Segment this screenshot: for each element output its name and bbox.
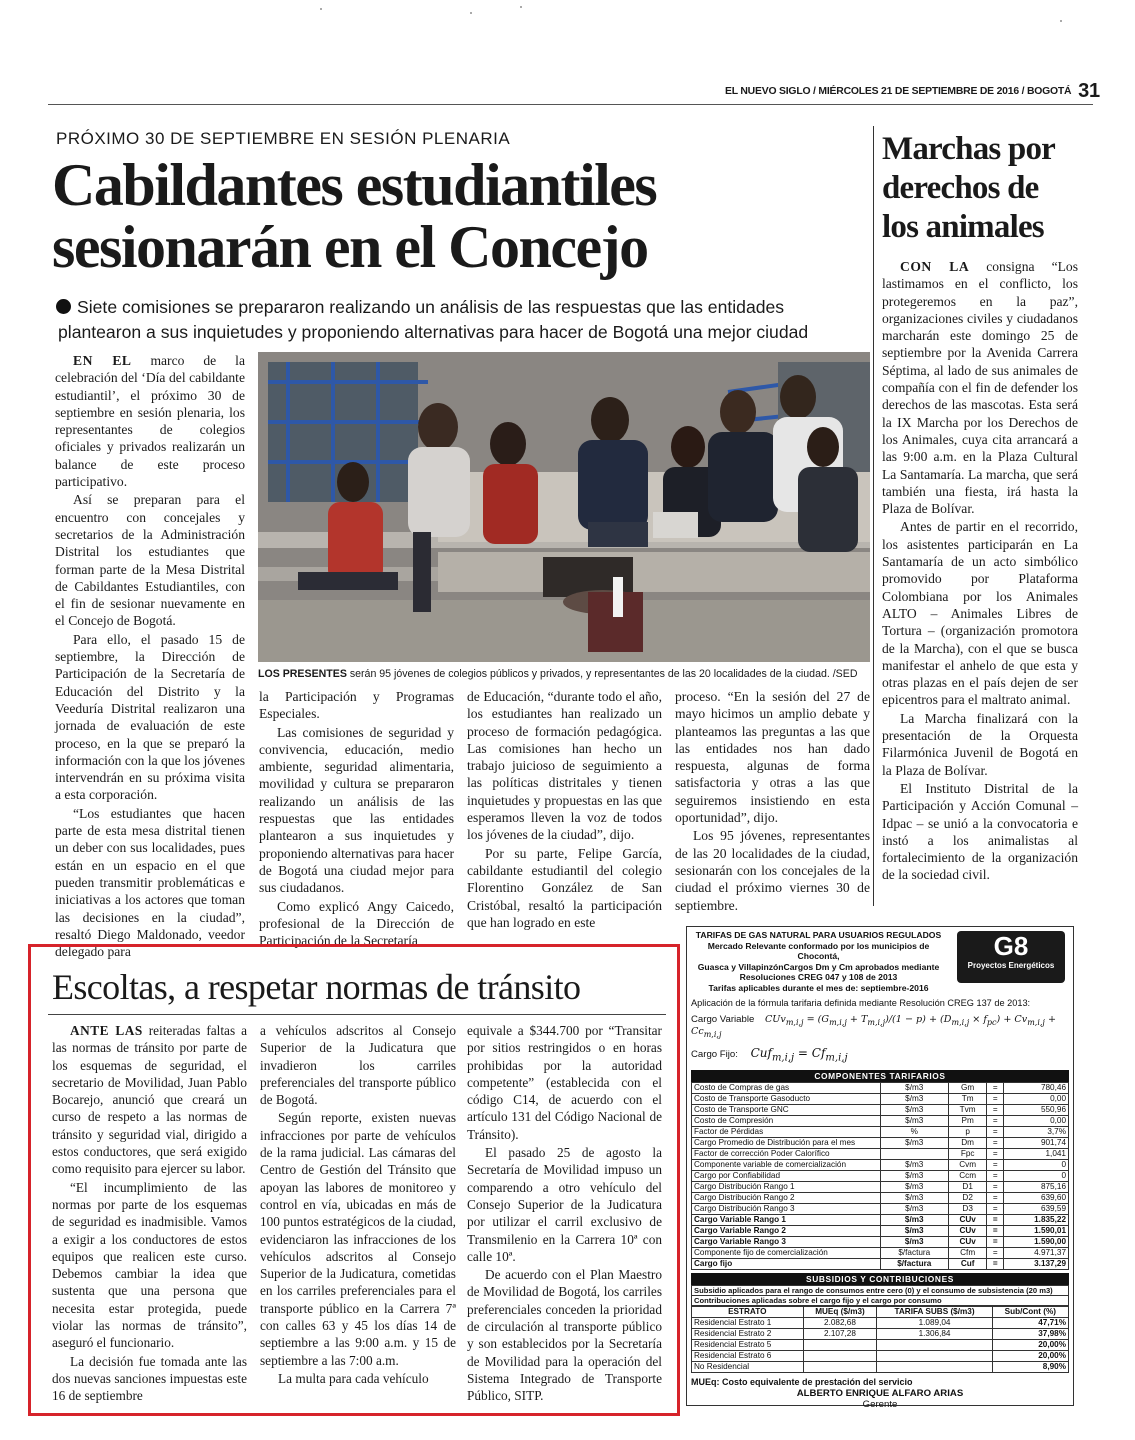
- components-cell-name: Cargo Distribución Rango 3: [692, 1203, 881, 1214]
- components-cell-name: Cargo por Confiabilidad: [692, 1170, 881, 1181]
- components-cell-eq: =: [987, 1126, 1004, 1137]
- components-cell-name: Costo de Transporte Gasoducto: [692, 1093, 881, 1104]
- paragraph: a vehículos adscritos al Consejo Superior de la Judicatura que invadieron los carriles preferenciales del transporte público de Bogotá.: [260, 1023, 456, 1108]
- components-row: [692, 1247, 1069, 1258]
- paragraph: la Participación y Programas Especiales.: [259, 689, 454, 722]
- caption-lead: LOS PRESENTES: [258, 668, 347, 680]
- paragraph: proceso. “En la sesión del 27 de mayo hicimos un amplio debate y planteamos las preguntas a las que las entidades nos han dado respuesta, algunas de forma satisfactoria y otras a las que seguiremos insistiendo en esta oportunidad”, dijo.: [675, 689, 870, 826]
- subsidies-cell-pct: 37,98%: [992, 1328, 1068, 1339]
- formula-variable: Cargo Variable $CUv_{m,i,j} = (G_{m,i,j} + T_{m,i,j})/(1 - p) + (D_{m,i,j} \times f_{pc}) + Cv_{m,i,j} + Cc_{m,i,j}$: [691, 1013, 1056, 1040]
- components-cell-eq: =: [987, 1137, 1004, 1148]
- paragraph: reiteradas faltas a las normas de tránsito por parte de los esquemas de seguridad, el secretario de Movilidad, Juan Pablo Bocarejo, anunció que creará un curso de respeto a las normas de tránsito y seguridad vial, dirigido a estos conductores, que será exigido como requisito para ejercer su labor.: [52, 1023, 247, 1177]
- components-cell-unit: $/m3: [880, 1225, 949, 1236]
- bullet-icon: [56, 299, 71, 314]
- subsidies-table: [691, 1306, 1069, 1373]
- g8-logo-mark: G8: [993, 931, 1029, 961]
- components-cell-unit: $/m3: [880, 1192, 949, 1203]
- ad-header: [691, 930, 946, 994]
- lead-in: CON LA: [900, 259, 970, 274]
- paragraph: equivale a $344.700 por “Transitar por sitios restringidos o en horas prohibidas por la autoridad competente” (establecida con el código C14, de acuerdo con el artículo 131 del Código Nacional de Tránsito).: [467, 1023, 662, 1142]
- ad-signer-title: Gerente: [862, 1398, 898, 1410]
- paragraph: “El incumplimiento de las normas por parte de los esquemas de seguridad es inadmisible. Vamos a exigir a los conductores de estos equipos que realicen este curso. Debemos cambiar la idea que sustenta que una persona que necesita estar protegida, puede violar las normas de tránsito”, aseguró el funcionario.: [52, 1179, 247, 1351]
- components-cell-val: 1.835,22: [1004, 1214, 1069, 1225]
- main-column-1: [55, 352, 245, 961]
- subsidies-header: SUBSIDIOS Y CONTRIBUCIONES: [691, 1273, 1069, 1285]
- components-cell-val: 780,46: [1004, 1082, 1069, 1093]
- subsidies-row: [692, 1339, 1069, 1350]
- side-headline-line-2: derechos de: [882, 170, 1039, 206]
- students-photo: [258, 352, 870, 662]
- g8-logo-text: Proyectos Energéticos: [967, 961, 1055, 970]
- components-row: [692, 1170, 1069, 1181]
- components-cell-eq: =: [987, 1203, 1004, 1214]
- ad-line: Resoluciones CREG 047 y 108 de 2013: [739, 972, 898, 983]
- subsidies-cell-estrato: Residencial Estrato 1: [692, 1317, 804, 1328]
- components-header: COMPONENTES TARIFARIOS: [691, 1070, 1069, 1082]
- components-row: [692, 1104, 1069, 1115]
- subsidies-note: Contribuciones aplicadas sobre el cargo fijo y el cargo por consumo: [691, 1296, 1069, 1306]
- components-cell-name: Componente variable de comercialización: [692, 1159, 881, 1170]
- components-cell-val: 1.590,00: [1004, 1236, 1069, 1247]
- subsidies-cell-mueq: 2.082,68: [803, 1317, 877, 1328]
- components-cell-sym: Tvm: [949, 1104, 987, 1115]
- components-cell-name: Cargo Variable Rango 2: [692, 1225, 881, 1236]
- components-cell-sym: Pm: [949, 1115, 987, 1126]
- components-row: [692, 1203, 1069, 1214]
- folio-text: EL NUEVO SIGLO / MIÉRCOLES 21 DE SEPTIEMBRE DE 2016 / BOGOTÁ: [725, 86, 1072, 97]
- subsidies-cell-mueq: 2.107,28: [803, 1328, 877, 1339]
- paragraph: De acuerdo con el Plan Maestro de Movilidad de Bogotá, los carriles preferenciales conceden la prioridad de circulación al transporte público y son establecidos por la Secretaría de Movilidad para la operación del Sistema Integrado de Transporte Público, SITP.: [467, 1267, 662, 1404]
- paragraph: El pasado 25 de agosto la Secretaría de Movilidad impuso un comparendo a otro vehículo del Consejo Superior de la Judicatura por utilizar el carril exclusivo de Transmilenio en la Carrera 10ª con calle 10ª.: [467, 1145, 662, 1264]
- cargo-fijo-label: Cargo Fijo:: [691, 1048, 738, 1060]
- main-headline: [52, 154, 872, 278]
- components-cell-unit: $/factura: [880, 1258, 949, 1269]
- paragraph: Las comisiones de seguridad y convivencia, educación, medio ambiente, seguridad alimentaria, movilidad y cultura se prepararon realizando un análisis de las respuestas que las entidades plantearon a sus inquietudes y proponiendo alternativas para hacer de Bogotá una ciudad mejor para sus ciudadanos.: [259, 724, 454, 896]
- paragraph: La multa para cada vehículo: [278, 1370, 429, 1386]
- components-cell-val: 639,59: [1004, 1203, 1069, 1214]
- box-headline: Escoltas, a respetar normas de tránsito: [52, 967, 581, 1007]
- components-cell-val: 3.137,29: [1004, 1258, 1069, 1269]
- subsidies-cell-estrato: No Residencial: [692, 1361, 804, 1372]
- paragraph: Así se preparan para el encuentro con concejales y secretarios de la Administración Distrital los estudiantes que forman parte de la Mesa Distrital de Cabildantes Estudiantiles, con el fin de sesionar nuevamente en el Concejo de Bogotá.: [55, 492, 245, 629]
- components-row: [692, 1236, 1069, 1247]
- components-cell-name: Factor de corrección Poder Calorífico: [692, 1148, 881, 1159]
- subsidies-cell-tarifa: [877, 1339, 992, 1350]
- components-row: [692, 1126, 1069, 1137]
- components-cell-unit: $/m3: [880, 1236, 949, 1247]
- subsidies-row: [692, 1328, 1069, 1339]
- components-cell-eq: =: [987, 1093, 1004, 1104]
- components-cell-sym: CUv: [949, 1225, 987, 1236]
- main-headline-line-1: Cabildantes estudiantiles: [52, 152, 657, 218]
- components-cell-eq: =: [987, 1181, 1004, 1192]
- components-cell-sym: Cuf: [949, 1258, 987, 1269]
- components-cell-sym: Cvm: [949, 1159, 987, 1170]
- components-cell-eq: =: [987, 1104, 1004, 1115]
- components-cell-val: 0: [1004, 1170, 1069, 1181]
- components-cell-name: Componente fijo de comercialización: [692, 1247, 881, 1258]
- subsidies-cell-estrato: Residencial Estrato 2: [692, 1328, 804, 1339]
- components-row: [692, 1082, 1069, 1093]
- components-cell-name: Costo de Transporte GNC: [692, 1104, 881, 1115]
- subsidies-cell-pct: 20,00%: [992, 1350, 1068, 1361]
- components-cell-sym: D1: [949, 1181, 987, 1192]
- formula-intro: Aplicación de la fórmula tarifaria definida mediante Resolución CREG 137 de 2013:: [691, 997, 1031, 1008]
- components-cell-sym: D3: [949, 1203, 987, 1214]
- subsidies-cell-tarifa: [877, 1361, 992, 1372]
- box-column-3: [467, 1022, 662, 1406]
- paragraph: consigna “Los lastimamos en el conflicto, los protegeremos en la paz”, organizaciones civiles y ciudadanos marcharán este domingo 25 de septiembre por la Avenida Carrera Séptima, al lado de sus animales de compañía con el fin de defender los derechos de las mascotas. Esta será la IX Marcha por los Derechos de los Animales, cuya cita arrancará a las 9:00 a.m. en la Plaza Cultural La Santamaría. La marcha, que será también una fiesta, irá hasta la Plaza de Bolívar.: [882, 259, 1079, 517]
- components-cell-name: Cargo fijo: [692, 1258, 881, 1269]
- components-row: [692, 1148, 1069, 1159]
- box-column-1: [52, 1022, 247, 1406]
- paragraph: de Educación, “durante todo el año, los estudiantes han realizado un proceso de formación pedagógica. Las comisiones han hecho un trabajo juicioso de seguimiento a las políticas distritales y tienen inquietudes y propuestas en las que esperamos lleven la voz de todos los jóvenes de la ciudad”, dijo.: [467, 689, 662, 843]
- components-cell-eq: =: [987, 1214, 1004, 1225]
- components-row: [692, 1214, 1069, 1225]
- subsidies-cell-mueq: [803, 1350, 877, 1361]
- components-cell-unit: $/m3: [880, 1093, 949, 1104]
- ad-signer: ALBERTO ENRIQUE ALFARO ARIAS: [796, 1387, 964, 1399]
- paragraph: Por su parte, Felipe García, cabildante estudiantil del colegio Florentino González de San Cristóbal, resaltó la participación que han logrado en este: [467, 845, 662, 930]
- components-cell-sym: Gm: [949, 1082, 987, 1093]
- subsidies-column-header: ESTRATO: [692, 1306, 804, 1317]
- components-row: [692, 1181, 1069, 1192]
- cargo-variable-label: Cargo Variable: [691, 1013, 755, 1025]
- components-cell-val: 1.590,01: [1004, 1225, 1069, 1236]
- subsidies-cell-pct: 47,71%: [992, 1317, 1068, 1328]
- components-cell-eq: =: [987, 1082, 1004, 1093]
- components-table: [691, 1082, 1069, 1270]
- page-number: 31: [1078, 80, 1100, 102]
- components-cell-val: 550,96: [1004, 1104, 1069, 1115]
- components-cell-name: Cargo Variable Rango 1: [692, 1214, 881, 1225]
- components-row: [692, 1115, 1069, 1126]
- subsidies-cell-mueq: [803, 1361, 877, 1372]
- folio-rule: [48, 104, 1093, 105]
- paragraph: La decisión fue tomada ante las dos nuevas sanciones impuestas este 16 de septiembre: [52, 1353, 247, 1404]
- subsidies-column-header: MUEq ($/m3): [803, 1306, 877, 1317]
- components-cell-unit: $/m3: [880, 1214, 949, 1225]
- side-headline: [882, 130, 1082, 247]
- paragraph: Según reporte, existen nuevas infracciones por parte de vehículos de la rama judicial. Las cámaras del Centro de Gestión del Tránsito que apoyan las labores de monitoreo y control en vía, ubicadas en más de 100 puntos estratégicos de la ciudad, evidenciaron las infracciones de los vehículos adscritos al Consejo Superior de la Judicatura, cometidas en los carriles preferenciales para el transporte público en la Carrera 7ª con calles 63 y 45 los días 14 de septiembre a las 9:00 a.m. y 15 de septiembre a las 7:00 a.m.: [260, 1110, 456, 1368]
- components-cell-sym: Tm: [949, 1093, 987, 1104]
- components-cell-sym: Cfm: [949, 1247, 987, 1258]
- components-cell-name: Cargo Promedio de Distribución para el mes: [692, 1137, 881, 1148]
- subsidies-note: Subsidio aplicados para el rango de consumos entre cero (0) y el consumo de subsistencia (20 m3): [691, 1285, 1069, 1296]
- components-cell-name: Cargo Distribución Rango 2: [692, 1192, 881, 1203]
- components-cell-eq: =: [987, 1236, 1004, 1247]
- subsidies-cell-pct: 8,90%: [992, 1361, 1068, 1372]
- components-row: [692, 1258, 1069, 1269]
- subsidies-cell-mueq: [803, 1339, 877, 1350]
- lead-in: ANTE LAS: [70, 1023, 143, 1038]
- subsidies-row: [692, 1350, 1069, 1361]
- components-cell-eq: =: [987, 1258, 1004, 1269]
- components-row: [692, 1137, 1069, 1148]
- components-cell-name: Cargo Distribución Rango 1: [692, 1181, 881, 1192]
- subsidies-cell-tarifa: [877, 1350, 992, 1361]
- side-rule: [873, 126, 874, 906]
- components-cell-sym: CUv: [949, 1214, 987, 1225]
- subsidies-header-row: [692, 1306, 1069, 1317]
- components-cell-eq: =: [987, 1247, 1004, 1258]
- deck-line-1: Siete comisiones se prepararon realizando un análisis de las respuestas que las entidades: [77, 297, 785, 317]
- kicker: PRÓXIMO 30 DE SEPTIEMBRE EN SESIÓN PLENARIA: [56, 129, 511, 148]
- subsidies-row: [692, 1361, 1069, 1372]
- lead-in: EN EL: [73, 353, 132, 368]
- paragraph: “Los estudiantes que hacen parte de esta mesa distrital tienen un deber con sus localidades, pues están en un espacio en el que pueden transmitir problemáticas e iniciativas a los actores que toman las decisiones en la ciudad”, resaltó Diego Maldonado, veedor delegado para: [55, 805, 245, 960]
- photo-illustration: [258, 352, 870, 662]
- components-cell-val: 0: [1004, 1159, 1069, 1170]
- subsidies-cell-tarifa: 1.089,04: [877, 1317, 992, 1328]
- main-column-3: [467, 688, 662, 932]
- components-row: [692, 1093, 1069, 1104]
- components-cell-unit: [880, 1148, 949, 1159]
- components-cell-eq: =: [987, 1192, 1004, 1203]
- gas-tariff-ad: [686, 926, 1074, 1410]
- components-cell-sym: CUv: [949, 1236, 987, 1247]
- components-cell-name: Factor de Pérdidas: [692, 1126, 881, 1137]
- subsidies-column-header: Sub/Cont (%): [992, 1306, 1068, 1317]
- components-cell-eq: =: [987, 1225, 1004, 1236]
- photo-caption: [258, 668, 872, 681]
- components-cell-eq: =: [987, 1159, 1004, 1170]
- paragraph: El Instituto Distrital de la Participación y Acción Comunal – Idpac – se unió a la convocatoria e instó a los animalistas al fortalecimiento de la organización de la sociedad civil.: [882, 780, 1078, 883]
- components-row: [692, 1225, 1069, 1236]
- components-cell-unit: $/m3: [880, 1203, 949, 1214]
- components-cell-val: 3,7%: [1004, 1126, 1069, 1137]
- subsidies-row: [692, 1317, 1069, 1328]
- subsidies-cell-estrato: Residencial Estrato 5: [692, 1339, 804, 1350]
- subsidies-column-header: TARIFA SUBS ($/m3): [877, 1306, 992, 1317]
- ad-line: Mercado Relevante conformado por los municipios de Chocontá,: [707, 940, 930, 962]
- components-row: [692, 1192, 1069, 1203]
- caption-text: serán 95 jóvenes de colegios públicos y privados, y representantes de las 20 localidades de la ciudad. /SED: [346, 668, 858, 680]
- components-cell-unit: %: [880, 1126, 949, 1137]
- subsidies-cell-pct: 20,00%: [992, 1339, 1068, 1350]
- components-row: [692, 1159, 1069, 1170]
- components-cell-unit: $/factura: [880, 1247, 949, 1258]
- paragraph: Antes de partir en el recorrido, los asistentes participarán en La Santamaría de un acto simbólico promovido por Plataforma Colombiana por los Animales ALTO – Animales Libres de Tortura – (organización promotora de la Marcha), con el que se busca manifestar el anhelo de que esta y otras plazas en el país dejen de ser epicentros para el maltrato animal.: [882, 519, 1078, 708]
- components-cell-val: 0,00: [1004, 1093, 1069, 1104]
- components-cell-unit: $/m3: [880, 1104, 949, 1115]
- components-cell-name: Costo de Compresión: [692, 1115, 881, 1126]
- side-headline-line-3: los animales: [882, 209, 1044, 245]
- paragraph: marco de la celebración del ‘Día del cabildante estudiantil’, el próximo 30 de septiembre en sesión plenaria, los representantes de colegios oficiales y privados realizarán un balance de este proceso participativo.: [55, 353, 245, 490]
- paragraph: Los 95 jóvenes, representantes de las 20 localidades de la ciudad, sesionarán con los concejales de la ciudad el próximo viernes 30 de septiembre.: [675, 828, 870, 913]
- components-cell-eq: =: [987, 1115, 1004, 1126]
- components-cell-unit: $/m3: [880, 1115, 949, 1126]
- paragraph: Para ello, el pasado 15 de septiembre, la Dirección de Participación de la Secretaría de Educación del Distrito y la Veeduría Distrital realizaron una jornada de evaluación de este proceso, en la que se preparó la información con la que los jóvenes intervendrán en su próxima visita a esta corporación.: [55, 631, 245, 803]
- box-column-2: [260, 1022, 456, 1388]
- components-cell-eq: =: [987, 1170, 1004, 1181]
- components-cell-eq: =: [987, 1148, 1004, 1159]
- components-cell-unit: $/m3: [880, 1181, 949, 1192]
- components-cell-sym: D2: [949, 1192, 987, 1203]
- components-cell-unit: $/m3: [880, 1170, 949, 1181]
- main-headline-line-2: sesionarán en el Concejo: [52, 214, 648, 280]
- components-cell-val: 901,74: [1004, 1137, 1069, 1148]
- g8-logo: [957, 931, 1065, 983]
- formula-fixed: Cargo Fijo: $Cuf_{m,i,j} = Cf_{m,i,j}$: [691, 1045, 848, 1063]
- paragraph: Como explicó Angy Caicedo, profesional de la Dirección de Participación de la Secretaría: [259, 898, 454, 949]
- paragraph: La Marcha finalizará con la presentación de la Orquesta Filarmónica Juvenil de Bogotá en la Plaza de Bolívar.: [882, 710, 1078, 778]
- ad-line: Tarifas aplicables durante el mes de: septiembre-2016: [708, 982, 929, 993]
- ad-title: TARIFAS DE GAS NATURAL PARA USUARIOS REGULADOS: [695, 930, 942, 940]
- components-cell-val: 639,60: [1004, 1192, 1069, 1203]
- subsidies-cell-estrato: Residencial Estrato 6: [692, 1350, 804, 1361]
- components-cell-sym: Ccm: [949, 1170, 987, 1181]
- components-cell-val: 875,16: [1004, 1181, 1069, 1192]
- deck-line-2: plantearon a sus inquietudes y proponiendo alternativas para hacer de Bogotá una mejor ciudad: [58, 322, 809, 342]
- components-cell-val: 0,00: [1004, 1115, 1069, 1126]
- components-cell-sym: Fpc: [949, 1148, 987, 1159]
- folio: [725, 80, 1105, 100]
- ad-line: Guasca y VillapinzónCargos Dm y Cm aprobados mediante: [697, 961, 940, 972]
- main-column-2: [259, 688, 454, 950]
- ad-footnote: MUEq: Costo equivalente de prestación del servicio: [691, 1376, 913, 1387]
- components-cell-name: Costo de Compras de gas: [692, 1082, 881, 1093]
- components-cell-sym: p: [949, 1126, 987, 1137]
- components-cell-val: 1,041: [1004, 1148, 1069, 1159]
- components-cell-unit: $/m3: [880, 1082, 949, 1093]
- side-column: [882, 258, 1078, 885]
- side-headline-line-1: Marchas por: [882, 131, 1055, 167]
- main-deck: [56, 295, 866, 345]
- components-cell-sym: Dm: [949, 1137, 987, 1148]
- components-cell-unit: $/m3: [880, 1137, 949, 1148]
- subsidies-cell-tarifa: 1.306,84: [877, 1328, 992, 1339]
- main-column-4: [675, 688, 870, 915]
- components-cell-val: 4.971,37: [1004, 1247, 1069, 1258]
- box-rule: [48, 1014, 666, 1015]
- components-cell-unit: $/m3: [880, 1159, 949, 1170]
- components-cell-name: Cargo Variable Rango 3: [692, 1236, 881, 1247]
